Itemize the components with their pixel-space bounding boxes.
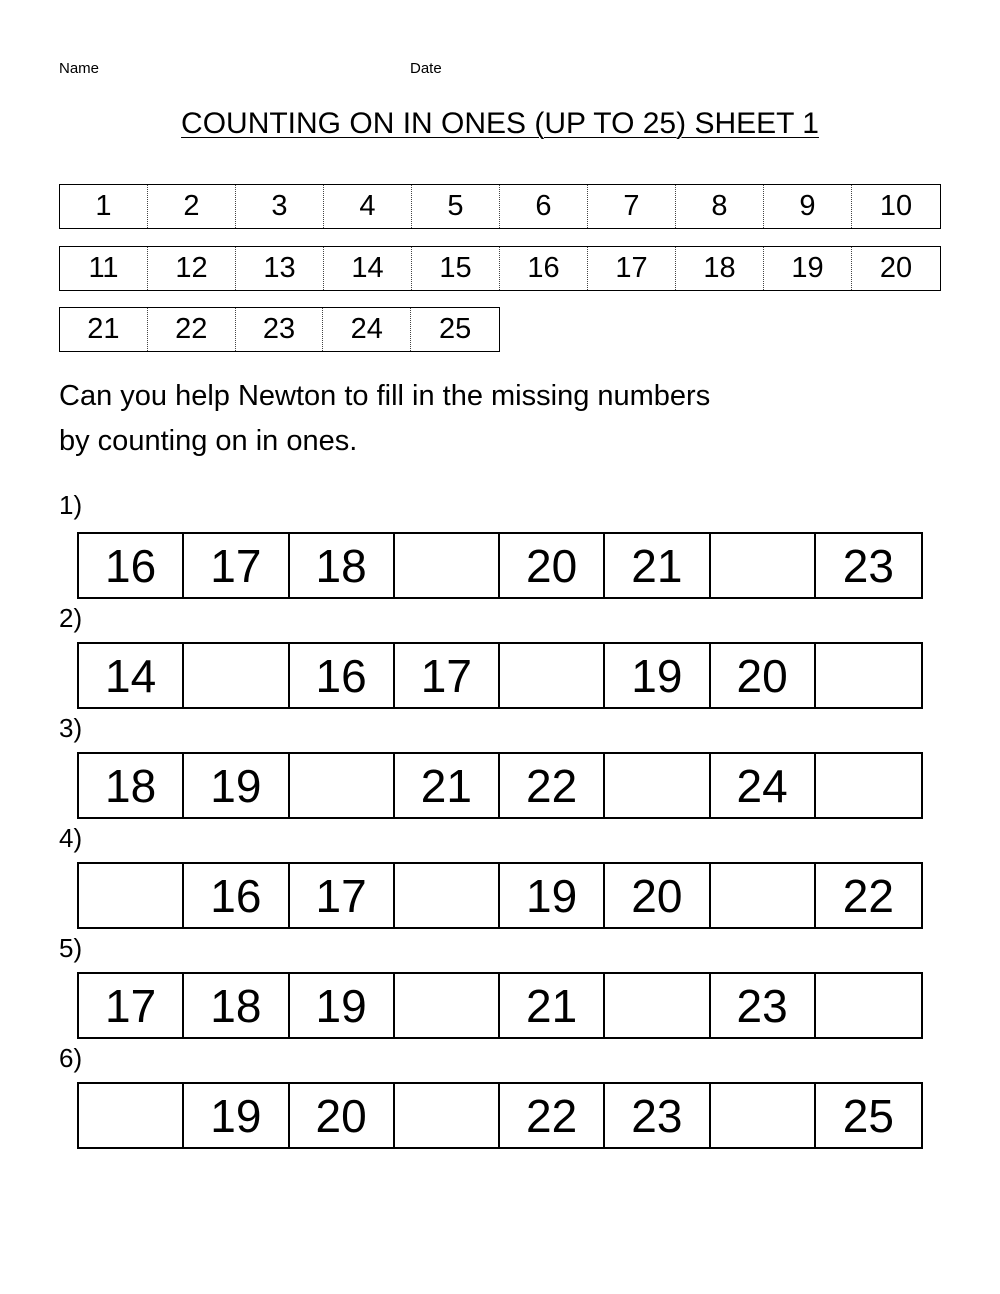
question-row-6: [77, 1082, 923, 1149]
number-line-cell: 4: [324, 185, 412, 228]
given-number-cell: 18: [79, 754, 184, 817]
number-line-cell: 12: [148, 247, 236, 290]
given-number-cell: 17: [290, 864, 395, 927]
answer-blank-cell[interactable]: [816, 754, 921, 817]
answer-blank-cell[interactable]: [500, 644, 605, 707]
given-number-cell: 18: [184, 974, 289, 1037]
question-row-3: [77, 752, 923, 819]
answer-blank-cell[interactable]: [395, 974, 500, 1037]
answer-blank-cell[interactable]: [711, 534, 816, 597]
question-number-2: 2): [59, 603, 83, 633]
answer-blank-cell[interactable]: [711, 1084, 816, 1147]
number-line-cell: 3: [236, 185, 324, 228]
number-line-cell: 14: [324, 247, 412, 290]
number-line-cell: 19: [764, 247, 852, 290]
given-number-cell: 16: [290, 644, 395, 707]
given-number-cell: 20: [500, 534, 605, 597]
worksheet-title: COUNTING ON IN ONES (UP TO 25) SHEET 1: [181, 107, 819, 140]
number-line-cell: 20: [879, 252, 913, 284]
answer-blank-cell[interactable]: [79, 1084, 184, 1147]
given-number-cell: 22: [842, 869, 894, 922]
number-line-row-2: [59, 246, 941, 291]
number-line-cell: 8: [676, 185, 764, 228]
number-line-cell: 11: [60, 247, 148, 290]
answer-blank-cell[interactable]: [290, 754, 395, 817]
given-number-cell: 14: [79, 644, 184, 707]
number-line-cell: 6: [500, 185, 588, 228]
date-label: Date: [410, 60, 442, 77]
given-number-cell: 23: [842, 539, 894, 592]
instructions-line-1: Can you help Newton to fill in the missing numbers: [59, 380, 711, 412]
given-number-cell: 22: [500, 754, 605, 817]
number-line-cell: 5: [412, 185, 500, 228]
given-number-cell: 20: [711, 644, 816, 707]
answer-blank-cell[interactable]: [395, 864, 500, 927]
number-line-row-1: [59, 184, 941, 229]
given-number-cell: 19: [500, 864, 605, 927]
given-number-cell: 17: [395, 644, 500, 707]
question-number-4: 4): [59, 823, 83, 853]
name-label: Name: [59, 60, 100, 77]
given-number-cell: 21: [500, 974, 605, 1037]
given-number-cell: 18: [290, 534, 395, 597]
answer-blank-cell[interactable]: [79, 864, 184, 927]
answer-blank-cell[interactable]: [816, 974, 921, 1037]
answer-blank-cell[interactable]: [395, 1084, 500, 1147]
answer-blank-cell[interactable]: [395, 534, 500, 597]
given-number-cell: 16: [184, 864, 289, 927]
answer-blank-cell[interactable]: [184, 644, 289, 707]
question-row-2: [77, 642, 923, 709]
answer-blank-cell[interactable]: [605, 754, 710, 817]
number-line-cell: 9: [764, 185, 852, 228]
number-line-row-3: [59, 307, 500, 352]
number-line-cell: 17: [588, 247, 676, 290]
given-number-cell: 19: [184, 754, 289, 817]
number-line-cell: 21: [60, 308, 148, 351]
number-line-cell: 24: [323, 308, 411, 351]
number-line-cell: 7: [588, 185, 676, 228]
number-line-cell: 13: [236, 247, 324, 290]
given-number-cell: 17: [184, 534, 289, 597]
answer-blank-cell[interactable]: [816, 644, 921, 707]
instructions-line-2: by counting on in ones.: [59, 425, 358, 457]
given-number-cell: 21: [395, 754, 500, 817]
number-line-cell: 23: [236, 308, 324, 351]
given-number-cell: 21: [605, 534, 710, 597]
number-line-cell: 15: [412, 247, 500, 290]
number-line-cell: 16: [500, 247, 588, 290]
question-number-3: 3): [59, 713, 83, 743]
question-row-4: [77, 862, 923, 929]
given-number-cell: 23: [711, 974, 816, 1037]
given-number-cell: 19: [184, 1084, 289, 1147]
question-number-5: 5): [59, 933, 83, 963]
given-number-cell: 19: [605, 644, 710, 707]
number-line-cell: 1: [60, 185, 148, 228]
given-number-cell: 17: [79, 974, 184, 1037]
given-number-cell: 19: [290, 974, 395, 1037]
given-number-cell: 20: [290, 1084, 395, 1147]
given-number-cell: 23: [605, 1084, 710, 1147]
number-line-cell: 2: [148, 185, 236, 228]
question-row-1: [77, 532, 923, 599]
question-number-6: 6): [59, 1043, 83, 1073]
given-number-cell: 24: [711, 754, 816, 817]
given-number-cell: 20: [605, 864, 710, 927]
given-number-cell: 16: [79, 534, 184, 597]
question-number-1: 1): [59, 490, 83, 520]
question-row-5: [77, 972, 923, 1039]
number-line-cell: 18: [676, 247, 764, 290]
given-number-cell: 22: [500, 1084, 605, 1147]
number-line-cell: 10: [879, 190, 913, 222]
given-number-cell: 25: [842, 1089, 894, 1142]
answer-blank-cell[interactable]: [605, 974, 710, 1037]
number-line-cell: 22: [148, 308, 236, 351]
number-line-cell: 25: [438, 313, 472, 345]
answer-blank-cell[interactable]: [711, 864, 816, 927]
